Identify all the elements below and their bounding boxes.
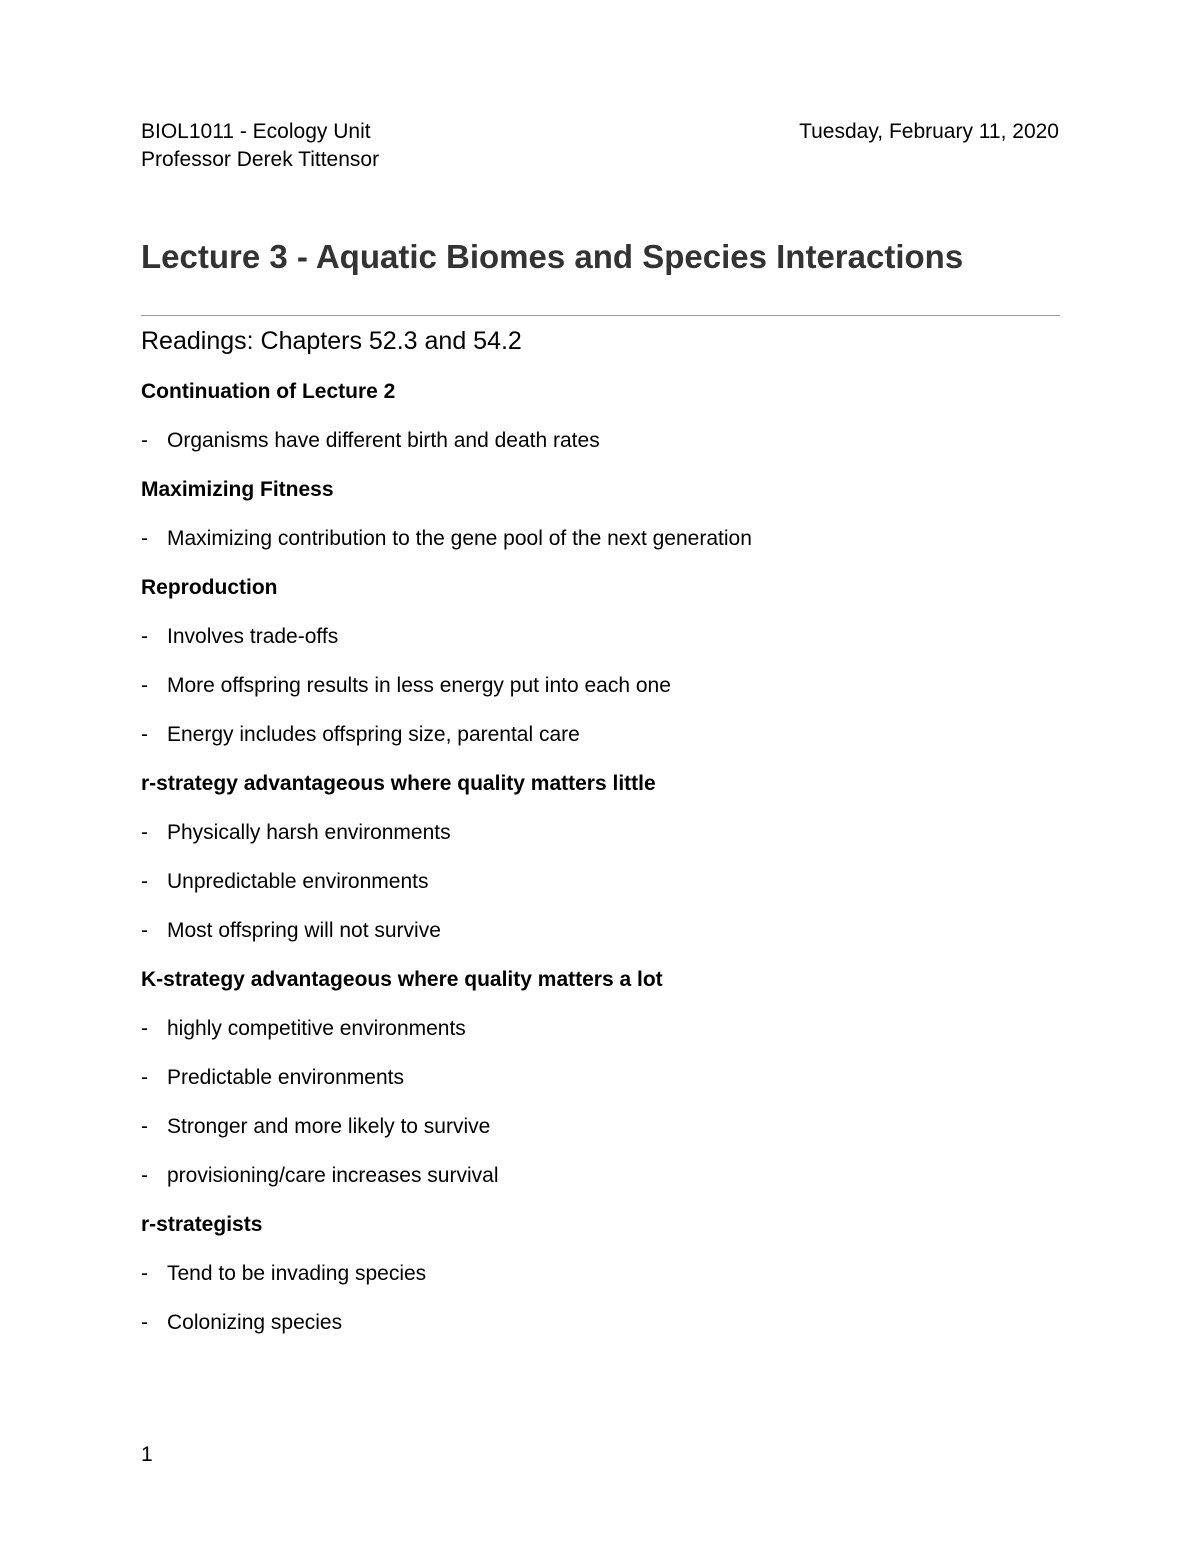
page-title: Lecture 3 - Aquatic Biomes and Species Interactions bbox=[141, 238, 964, 275]
list-item-text: highly competitive environments bbox=[167, 1017, 466, 1040]
bullet-list bbox=[141, 1015, 1060, 1190]
list-item bbox=[141, 1113, 1060, 1141]
dash-bullet-icon: - bbox=[141, 1311, 148, 1334]
bullet-list bbox=[141, 1260, 1060, 1337]
section-heading: r-strategists bbox=[141, 1213, 263, 1236]
dash-bullet-icon: - bbox=[141, 625, 148, 648]
title-divider bbox=[141, 315, 1060, 316]
list-item bbox=[141, 427, 1060, 455]
list-item-text: More offspring results in less energy put into each one bbox=[167, 674, 671, 697]
list-item-text: Unpredictable environments bbox=[167, 870, 429, 893]
list-item bbox=[141, 623, 1060, 651]
notes-body bbox=[141, 378, 1060, 1358]
list-item-text: Colonizing species bbox=[167, 1311, 343, 1334]
dash-bullet-icon: - bbox=[141, 1017, 148, 1040]
bullet-list bbox=[141, 623, 1060, 749]
section bbox=[141, 476, 1060, 553]
list-item-text: Energy includes offspring size, parental care bbox=[167, 723, 580, 746]
section-heading: Reproduction bbox=[141, 576, 278, 599]
course-name: BIOL1011 - Ecology Unit bbox=[141, 120, 371, 143]
section bbox=[141, 966, 1060, 1190]
dash-bullet-icon: - bbox=[141, 723, 148, 746]
list-item-text: Tend to be invading species bbox=[167, 1262, 427, 1285]
dash-bullet-icon: - bbox=[141, 429, 148, 452]
list-item bbox=[141, 917, 1060, 945]
list-item-text: Most offspring will not survive bbox=[167, 919, 441, 942]
list-item bbox=[141, 721, 1060, 749]
section-heading: K-strategy advantageous where quality matters a lot bbox=[141, 968, 663, 991]
list-item-text: Stronger and more likely to survive bbox=[167, 1115, 491, 1138]
bullet-list bbox=[141, 525, 1060, 553]
dash-bullet-icon: - bbox=[141, 919, 148, 942]
section bbox=[141, 378, 1060, 455]
dash-bullet-icon: - bbox=[141, 821, 148, 844]
list-item bbox=[141, 1260, 1060, 1288]
list-item-text: Predictable environments bbox=[167, 1066, 404, 1089]
section bbox=[141, 1211, 1060, 1337]
list-item bbox=[141, 1064, 1060, 1092]
dash-bullet-icon: - bbox=[141, 527, 148, 550]
readings-line: Readings: Chapters 52.3 and 54.2 bbox=[141, 327, 522, 355]
list-item-text: Involves trade-offs bbox=[167, 625, 339, 648]
list-item bbox=[141, 868, 1060, 896]
dash-bullet-icon: - bbox=[141, 674, 148, 697]
page-number: 1 bbox=[141, 1443, 153, 1466]
dash-bullet-icon: - bbox=[141, 1164, 148, 1187]
bullet-list bbox=[141, 819, 1060, 945]
dash-bullet-icon: - bbox=[141, 870, 148, 893]
dash-bullet-icon: - bbox=[141, 1115, 148, 1138]
lecture-date: Tuesday, February 11, 2020 bbox=[799, 120, 1059, 143]
list-item-text: provisioning/care increases survival bbox=[167, 1164, 499, 1187]
list-item bbox=[141, 525, 1060, 553]
bullet-list bbox=[141, 427, 1060, 455]
section bbox=[141, 770, 1060, 945]
list-item bbox=[141, 1162, 1060, 1190]
list-item bbox=[141, 1015, 1060, 1043]
dash-bullet-icon: - bbox=[141, 1066, 148, 1089]
course-header bbox=[141, 118, 379, 174]
list-item-text: Maximizing contribution to the gene pool of the next generation bbox=[167, 527, 752, 550]
section bbox=[141, 574, 1060, 749]
list-item bbox=[141, 1309, 1060, 1337]
list-item bbox=[141, 819, 1060, 847]
section-heading: Continuation of Lecture 2 bbox=[141, 380, 396, 403]
list-item bbox=[141, 672, 1060, 700]
list-item-text: Organisms have different birth and death rates bbox=[167, 429, 600, 452]
dash-bullet-icon: - bbox=[141, 1262, 148, 1285]
list-item-text: Physically harsh environments bbox=[167, 821, 451, 844]
section-heading: Maximizing Fitness bbox=[141, 478, 334, 501]
professor-name: Professor Derek Tittensor bbox=[141, 148, 380, 171]
section-heading: r-strategy advantageous where quality matters little bbox=[141, 772, 656, 795]
